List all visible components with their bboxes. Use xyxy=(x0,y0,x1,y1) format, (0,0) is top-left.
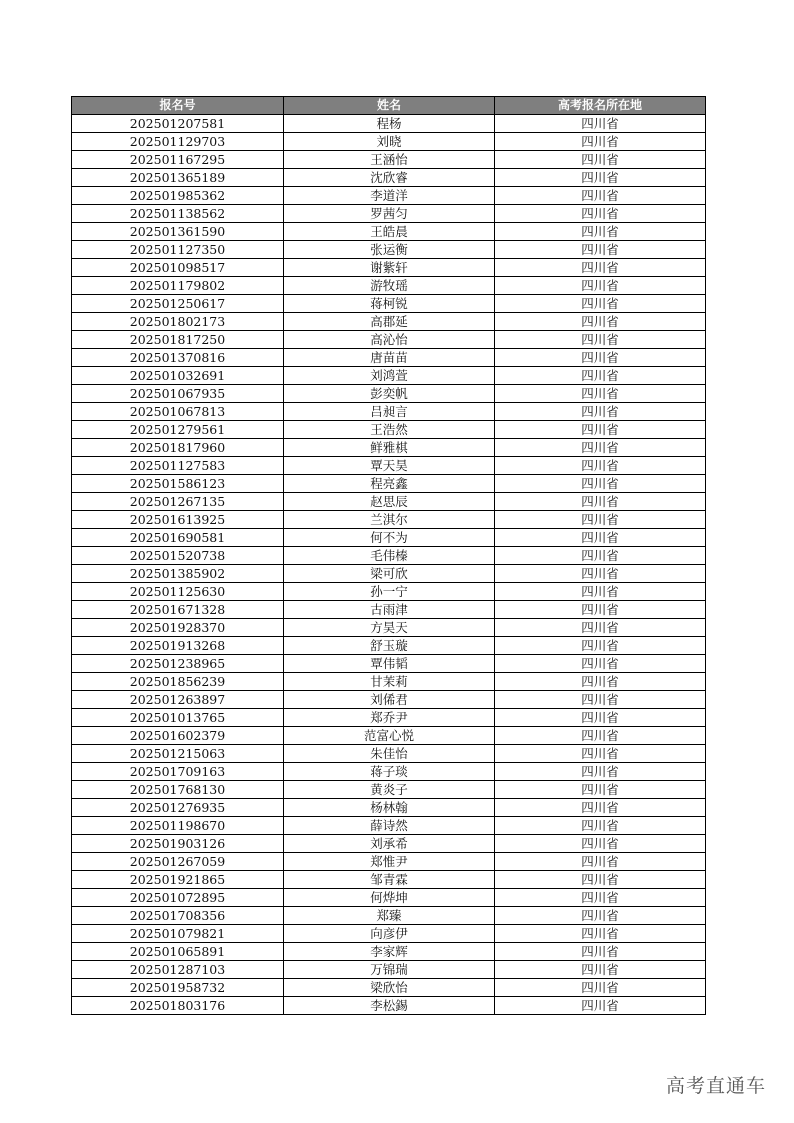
name-cell: 覃伟韬 xyxy=(284,655,495,673)
table-row xyxy=(72,601,706,619)
table-row xyxy=(72,547,706,565)
column-header-province: 高考报名所在地 xyxy=(495,97,706,115)
province-cell: 四川省 xyxy=(495,223,706,241)
province-cell: 四川省 xyxy=(495,799,706,817)
province-cell: 四川省 xyxy=(495,295,706,313)
table-row xyxy=(72,439,706,457)
table-row xyxy=(72,151,706,169)
table-row xyxy=(72,799,706,817)
province-cell: 四川省 xyxy=(495,961,706,979)
registration-number-cell: 202501067935 xyxy=(72,385,284,403)
registration-number-cell: 202501067813 xyxy=(72,403,284,421)
province-cell: 四川省 xyxy=(495,619,706,637)
province-cell: 四川省 xyxy=(495,367,706,385)
registration-number-cell: 202501250617 xyxy=(72,295,284,313)
table-row xyxy=(72,349,706,367)
name-cell: 张运衡 xyxy=(284,241,495,259)
registration-number-cell: 202501903126 xyxy=(72,835,284,853)
table-body xyxy=(72,115,706,1015)
name-cell: 甘茉莉 xyxy=(284,673,495,691)
name-cell: 梁可欣 xyxy=(284,565,495,583)
name-cell: 李道洋 xyxy=(284,187,495,205)
name-cell: 李松錫 xyxy=(284,997,495,1015)
registration-number-cell: 202501127350 xyxy=(72,241,284,259)
name-cell: 唐苗苗 xyxy=(284,349,495,367)
registration-number-cell: 202501079821 xyxy=(72,925,284,943)
table-row xyxy=(72,115,706,133)
name-cell: 刘承希 xyxy=(284,835,495,853)
name-cell: 刘鸿萱 xyxy=(284,367,495,385)
table-row xyxy=(72,763,706,781)
province-cell: 四川省 xyxy=(495,439,706,457)
table-row xyxy=(72,835,706,853)
table-row xyxy=(72,277,706,295)
province-cell: 四川省 xyxy=(495,709,706,727)
table-row xyxy=(72,259,706,277)
table-row xyxy=(72,511,706,529)
name-cell: 范富心悦 xyxy=(284,727,495,745)
name-cell: 舒玉璇 xyxy=(284,637,495,655)
name-cell: 郑乔尹 xyxy=(284,709,495,727)
registration-number-cell: 202501179802 xyxy=(72,277,284,295)
name-cell: 梁欣怡 xyxy=(284,979,495,997)
name-cell: 孙一宁 xyxy=(284,583,495,601)
registration-number-cell: 202501263897 xyxy=(72,691,284,709)
province-cell: 四川省 xyxy=(495,241,706,259)
name-cell: 谢紫轩 xyxy=(284,259,495,277)
table-row xyxy=(72,565,706,583)
province-cell: 四川省 xyxy=(495,781,706,799)
registration-number-cell: 202501708356 xyxy=(72,907,284,925)
province-cell: 四川省 xyxy=(495,889,706,907)
name-cell: 王皓晨 xyxy=(284,223,495,241)
results-table xyxy=(71,96,706,1015)
province-cell: 四川省 xyxy=(495,979,706,997)
name-cell: 何烨坤 xyxy=(284,889,495,907)
table-row xyxy=(72,403,706,421)
table-row xyxy=(72,385,706,403)
name-cell: 薛诗然 xyxy=(284,817,495,835)
watermark-text: 高考直通车 xyxy=(665,1075,766,1097)
province-cell: 四川省 xyxy=(495,133,706,151)
province-cell: 四川省 xyxy=(495,997,706,1015)
name-cell: 兰淇尔 xyxy=(284,511,495,529)
table-row xyxy=(72,943,706,961)
registration-number-cell: 202501276935 xyxy=(72,799,284,817)
province-cell: 四川省 xyxy=(495,169,706,187)
table-row xyxy=(72,367,706,385)
table-row xyxy=(72,781,706,799)
province-cell: 四川省 xyxy=(495,313,706,331)
table-row xyxy=(72,421,706,439)
table-row xyxy=(72,583,706,601)
name-cell: 邹青霖 xyxy=(284,871,495,889)
registration-number-cell: 202501520738 xyxy=(72,547,284,565)
name-cell: 郑惟尹 xyxy=(284,853,495,871)
name-cell: 古雨津 xyxy=(284,601,495,619)
registration-number-cell: 202501215063 xyxy=(72,745,284,763)
registration-number-cell: 202501032691 xyxy=(72,367,284,385)
registration-number-cell: 202501802173 xyxy=(72,313,284,331)
name-cell: 杨林翰 xyxy=(284,799,495,817)
name-cell: 赵思辰 xyxy=(284,493,495,511)
table-row xyxy=(72,133,706,151)
name-cell: 蒋柯锐 xyxy=(284,295,495,313)
registration-number-cell: 202501817250 xyxy=(72,331,284,349)
table-row xyxy=(72,745,706,763)
name-cell: 万锦瑞 xyxy=(284,961,495,979)
name-cell: 黄炎子 xyxy=(284,781,495,799)
name-cell: 郑臻 xyxy=(284,907,495,925)
registration-number-cell: 202501385902 xyxy=(72,565,284,583)
province-cell: 四川省 xyxy=(495,259,706,277)
table-header-row xyxy=(72,97,706,115)
name-cell: 程杨 xyxy=(284,115,495,133)
province-cell: 四川省 xyxy=(495,601,706,619)
registration-number-cell: 202501586123 xyxy=(72,475,284,493)
table-row xyxy=(72,691,706,709)
registration-number-cell: 202501198670 xyxy=(72,817,284,835)
province-cell: 四川省 xyxy=(495,655,706,673)
province-cell: 四川省 xyxy=(495,907,706,925)
table-row xyxy=(72,241,706,259)
registration-number-cell: 202501287103 xyxy=(72,961,284,979)
province-cell: 四川省 xyxy=(495,475,706,493)
province-cell: 四川省 xyxy=(495,331,706,349)
name-cell: 毛伟榛 xyxy=(284,547,495,565)
table-row xyxy=(72,871,706,889)
table-row xyxy=(72,187,706,205)
name-cell: 向彦伊 xyxy=(284,925,495,943)
name-cell: 罗茜匀 xyxy=(284,205,495,223)
name-cell: 李家辉 xyxy=(284,943,495,961)
province-cell: 四川省 xyxy=(495,511,706,529)
province-cell: 四川省 xyxy=(495,817,706,835)
province-cell: 四川省 xyxy=(495,349,706,367)
name-cell: 刘俙君 xyxy=(284,691,495,709)
name-cell: 蒋子琰 xyxy=(284,763,495,781)
table-row xyxy=(72,961,706,979)
table-row xyxy=(72,997,706,1015)
province-cell: 四川省 xyxy=(495,763,706,781)
province-cell: 四川省 xyxy=(495,457,706,475)
registration-number-cell: 202501361590 xyxy=(72,223,284,241)
table-row xyxy=(72,295,706,313)
table-row xyxy=(72,619,706,637)
name-cell: 程亮鑫 xyxy=(284,475,495,493)
registration-number-cell: 202501958732 xyxy=(72,979,284,997)
name-cell: 何不为 xyxy=(284,529,495,547)
registration-number-cell: 202501985362 xyxy=(72,187,284,205)
registration-number-cell: 202501671328 xyxy=(72,601,284,619)
province-cell: 四川省 xyxy=(495,205,706,223)
table-row xyxy=(72,979,706,997)
province-cell: 四川省 xyxy=(495,691,706,709)
registration-number-cell: 202501709163 xyxy=(72,763,284,781)
province-cell: 四川省 xyxy=(495,421,706,439)
table-row xyxy=(72,925,706,943)
table-row xyxy=(72,331,706,349)
province-cell: 四川省 xyxy=(495,673,706,691)
name-cell: 鲜雅棋 xyxy=(284,439,495,457)
table-row xyxy=(72,637,706,655)
province-cell: 四川省 xyxy=(495,277,706,295)
province-cell: 四川省 xyxy=(495,835,706,853)
registration-number-cell: 202501138562 xyxy=(72,205,284,223)
table-row xyxy=(72,655,706,673)
registration-number-cell: 202501207581 xyxy=(72,115,284,133)
province-cell: 四川省 xyxy=(495,565,706,583)
province-cell: 四川省 xyxy=(495,385,706,403)
table-row xyxy=(72,853,706,871)
name-cell: 王浩然 xyxy=(284,421,495,439)
province-cell: 四川省 xyxy=(495,727,706,745)
province-cell: 四川省 xyxy=(495,115,706,133)
registration-number-cell: 202501065891 xyxy=(72,943,284,961)
table-row xyxy=(72,457,706,475)
registration-number-cell: 202501267135 xyxy=(72,493,284,511)
province-cell: 四川省 xyxy=(495,871,706,889)
registration-number-cell: 202501238965 xyxy=(72,655,284,673)
registration-number-cell: 202501098517 xyxy=(72,259,284,277)
name-cell: 覃天昊 xyxy=(284,457,495,475)
column-header-registration-number: 报名号 xyxy=(72,97,284,115)
name-cell: 刘晓 xyxy=(284,133,495,151)
registration-number-cell: 202501365189 xyxy=(72,169,284,187)
province-cell: 四川省 xyxy=(495,745,706,763)
province-cell: 四川省 xyxy=(495,943,706,961)
province-cell: 四川省 xyxy=(495,187,706,205)
name-cell: 高郡延 xyxy=(284,313,495,331)
province-cell: 四川省 xyxy=(495,403,706,421)
registration-number-cell: 202501129703 xyxy=(72,133,284,151)
registration-number-cell: 202501370816 xyxy=(72,349,284,367)
table-row xyxy=(72,817,706,835)
registration-number-cell: 202501768130 xyxy=(72,781,284,799)
registration-number-cell: 202501267059 xyxy=(72,853,284,871)
registration-number-cell: 202501013765 xyxy=(72,709,284,727)
table-row xyxy=(72,223,706,241)
registration-number-cell: 202501803176 xyxy=(72,997,284,1015)
table-row xyxy=(72,475,706,493)
province-cell: 四川省 xyxy=(495,493,706,511)
registration-number-cell: 202501690581 xyxy=(72,529,284,547)
registration-number-cell: 202501279561 xyxy=(72,421,284,439)
table-row xyxy=(72,205,706,223)
registration-number-cell: 202501613925 xyxy=(72,511,284,529)
province-cell: 四川省 xyxy=(495,853,706,871)
table-row xyxy=(72,169,706,187)
name-cell: 游牧瑶 xyxy=(284,277,495,295)
name-cell: 高沁怡 xyxy=(284,331,495,349)
province-cell: 四川省 xyxy=(495,529,706,547)
table-row xyxy=(72,907,706,925)
registration-number-cell: 202501602379 xyxy=(72,727,284,745)
registration-number-cell: 202501928370 xyxy=(72,619,284,637)
registration-number-cell: 202501125630 xyxy=(72,583,284,601)
name-cell: 方昊天 xyxy=(284,619,495,637)
name-cell: 沈欣睿 xyxy=(284,169,495,187)
name-cell: 彭奕帆 xyxy=(284,385,495,403)
registration-number-cell: 202501072895 xyxy=(72,889,284,907)
column-header-name: 姓名 xyxy=(284,97,495,115)
province-cell: 四川省 xyxy=(495,151,706,169)
registration-number-cell: 202501167295 xyxy=(72,151,284,169)
name-cell: 朱佳怡 xyxy=(284,745,495,763)
registration-number-cell: 202501817960 xyxy=(72,439,284,457)
table-row xyxy=(72,313,706,331)
registration-number-cell: 202501856239 xyxy=(72,673,284,691)
province-cell: 四川省 xyxy=(495,637,706,655)
table-row xyxy=(72,493,706,511)
table-row xyxy=(72,709,706,727)
table-row xyxy=(72,727,706,745)
province-cell: 四川省 xyxy=(495,547,706,565)
province-cell: 四川省 xyxy=(495,925,706,943)
province-cell: 四川省 xyxy=(495,583,706,601)
table-row xyxy=(72,673,706,691)
name-cell: 王涵怡 xyxy=(284,151,495,169)
table-row xyxy=(72,889,706,907)
registration-number-cell: 202501921865 xyxy=(72,871,284,889)
name-cell: 吕昶言 xyxy=(284,403,495,421)
registration-number-cell: 202501913268 xyxy=(72,637,284,655)
table-row xyxy=(72,529,706,547)
registration-number-cell: 202501127583 xyxy=(72,457,284,475)
